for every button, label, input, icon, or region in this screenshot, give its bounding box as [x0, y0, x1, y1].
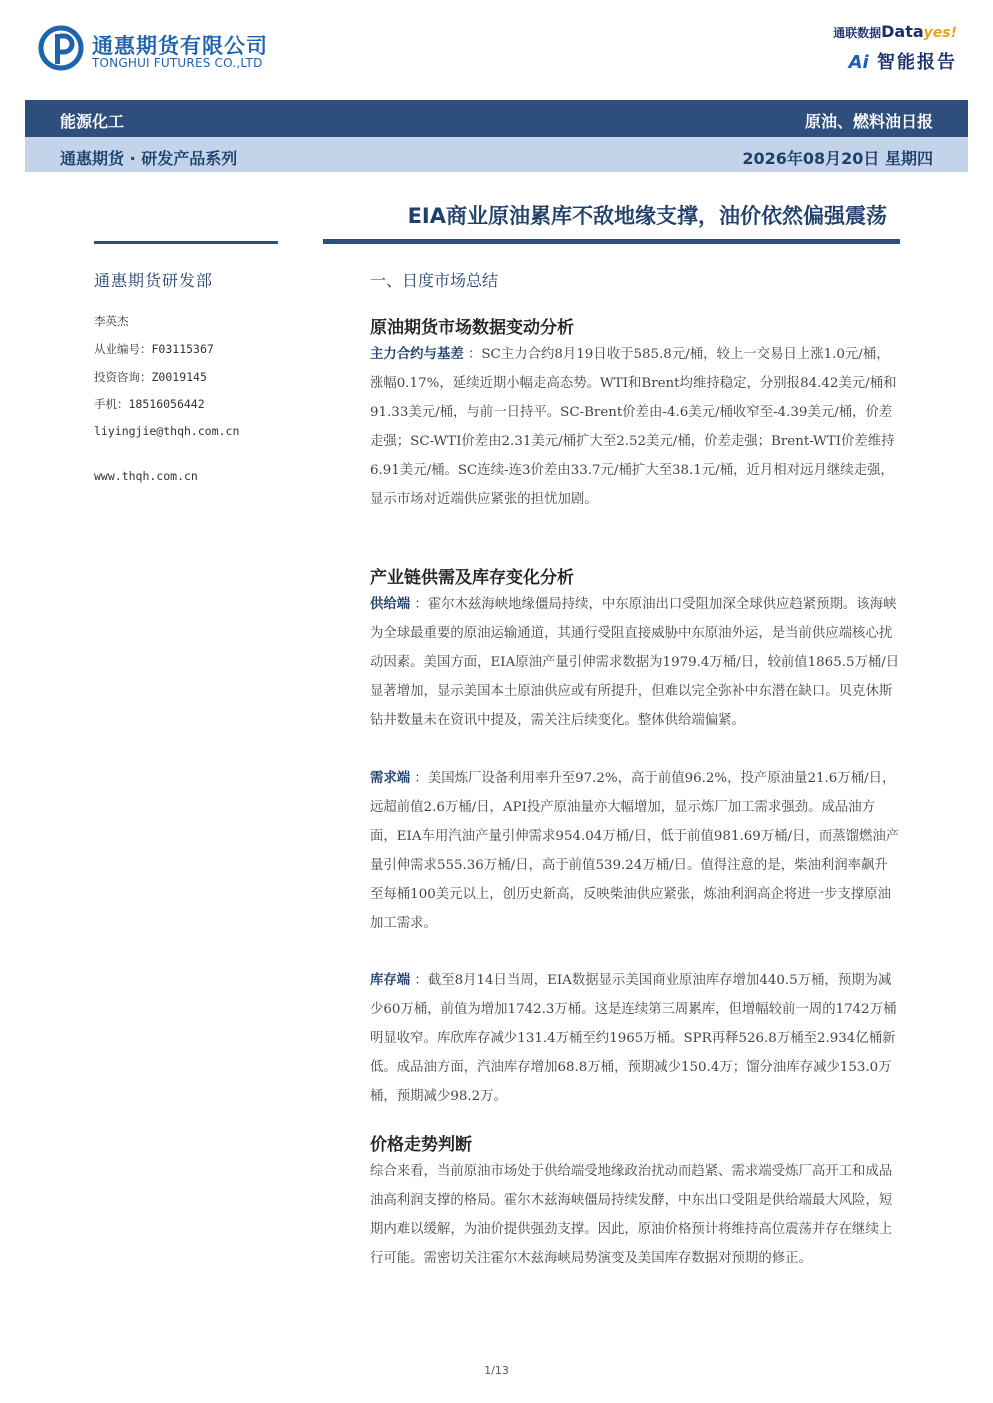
- company-name-cn: 通惠期货有限公司: [92, 34, 268, 58]
- title-rule: [323, 239, 900, 244]
- price-outlook-heading: 价格走势判断: [370, 1135, 472, 1155]
- section-heading: 一、日度市场总结: [370, 271, 499, 290]
- report-date: [742, 146, 933, 169]
- company-logo-icon: [38, 25, 84, 71]
- datayes-logo: [833, 22, 957, 41]
- inventory-label: 库存端: [370, 973, 411, 988]
- futures-analysis-heading: 原油期货市场数据变动分析: [370, 318, 574, 338]
- datayes-suffix: yes!: [923, 25, 957, 41]
- supply-label: 供给端: [370, 597, 411, 612]
- company-name-en: TONGHUI FUTURES CO.,LTD: [92, 56, 263, 70]
- demand-text: ：美国炼厂设备利用率升至97.2%，高于前值96.2%，投产原油量21.6万桶/日，远超前值2.6万桶/日，API投产原油量亦大幅增加，显示炼厂加工需求强劲。成品油方面，EIA车用汽油产量引伸需求954.04万桶/日，低于前值981.69万桶/日，而蒸馏燃油产量引伸需求555.36万桶/日，高于前值539.24万桶/日。值得注意的是，柴油利润率飙升至每桶100美元以上，创历史新高，反映柴油供应紧张，炼油利润高企将进一步支撑原油加工需求。: [370, 771, 900, 931]
- report-type-label: 原油、燃料油日报: [804, 112, 933, 131]
- company-website[interactable]: www.thqh.com.cn: [94, 469, 198, 483]
- analyst-consult-id: 投资咨询：Z0019145: [94, 370, 207, 384]
- datayes-brand: Data: [881, 22, 924, 41]
- supply-text: ：霍尔木兹海峡地缘僵局持续，中东原油出口受阻加深全球供应趋紧预期。该海峡为全球最重要的原油运输通道，其通行受阻直接威胁中东原油外运，是当前供应端核心扰动因素。美国方面，EIA原油产量引伸需求数据为1979.4万桶/日，较前值1865.5万桶/日显著增加，显示美国本土原油供应或有所提升，但难以完全弥补中东潜在缺口。贝克休斯钻井数量未在资讯中提及，需关注后续变化。整体供给端偏紧。: [370, 597, 900, 728]
- demand-paragraph: [370, 764, 900, 938]
- inventory-paragraph: [370, 966, 900, 1111]
- chain-analysis-heading: 产业链供需及库存变化分析: [370, 568, 574, 588]
- weekday-value: 星期四: [884, 149, 933, 168]
- series-label: 通惠期货 · 研发产品系列: [60, 149, 238, 168]
- supply-paragraph: [370, 590, 900, 735]
- sidebar-rule: [94, 241, 278, 244]
- analyst-phone: 手机：18516056442: [94, 397, 205, 411]
- sector-label: 能源化工: [60, 112, 125, 131]
- futures-label: 主力合约与基差: [370, 347, 464, 362]
- page-number: 1/13: [484, 1364, 509, 1377]
- analyst-name: 李英杰: [94, 314, 129, 328]
- ai-report-label: 智能报告: [877, 52, 957, 73]
- date-value: 2026年08月20日: [742, 149, 880, 168]
- report-title: EIA商业原油累库不敌地缘支撑，油价依然偏强震荡: [407, 204, 887, 228]
- analyst-license: 从业编号：F03115367: [94, 342, 214, 356]
- futures-text: ：SC主力合约8月19日收于585.8元/桶，较上一交易日上涨1.0元/桶，涨幅0.17%，延续近期小幅走高态势。WTI和Brent均维持稳定，分别报84.42美元/桶和91.33美元/桶，与前一日持平。SC-Brent价差由-4.6美元/桶收窄至-4.39美元/桶，价差走强；SC-WTI价差由2.31美元/桶扩大至2.52美元/桶，价差走强；Brent-WTI价差维持6.91美元/桶。SC连续-连3价差由33.7元/桶扩大至38.1元/桶，近月相对远月继续走强，显示市场对近端供应紧张的担忧加剧。: [370, 347, 897, 507]
- analyst-email[interactable]: liyingjie@thqh.com.cn: [94, 424, 240, 438]
- research-dept: 通惠期货研发部: [94, 271, 214, 290]
- futures-paragraph: [370, 340, 900, 514]
- price-outlook-paragraph: 综合来看，当前原油市场处于供给端受地缘政治扰动而趋紧、需求端受炼厂高开工和成品油高利润支撑的格局。霍尔木兹海峡僵局持续发酵，中东出口受阻是供给端最大风险，短期内难以缓解，为油价提供强劲支撑。因此，原油价格预计将维持高位震荡并存在继续上行可能。需密切关注霍尔木兹海峡局势演变及美国库存数据对预期的修正。: [370, 1164, 893, 1266]
- datayes-prefix: 通联数据: [833, 26, 882, 40]
- demand-label: 需求端: [370, 771, 411, 786]
- ai-mark: Ai: [848, 52, 869, 73]
- ai-report-logo: [849, 48, 957, 74]
- inventory-text: ：截至8月14日当周，EIA数据显示美国商业原油库存增加440.5万桶，预期为减少60万桶，前值为增加1742.3万桶。这是连续第三周累库，但增幅较前一周的1742万桶明显收窄。库欣库存减少131.4万桶至约1965万桶。SPR再释526.8万桶至2.934亿桶新低。成品油方面，汽油库存增加68.8万桶，预期减少150.4万；馏分油库存减少153.0万桶，预期减少98.2万。: [370, 973, 897, 1104]
